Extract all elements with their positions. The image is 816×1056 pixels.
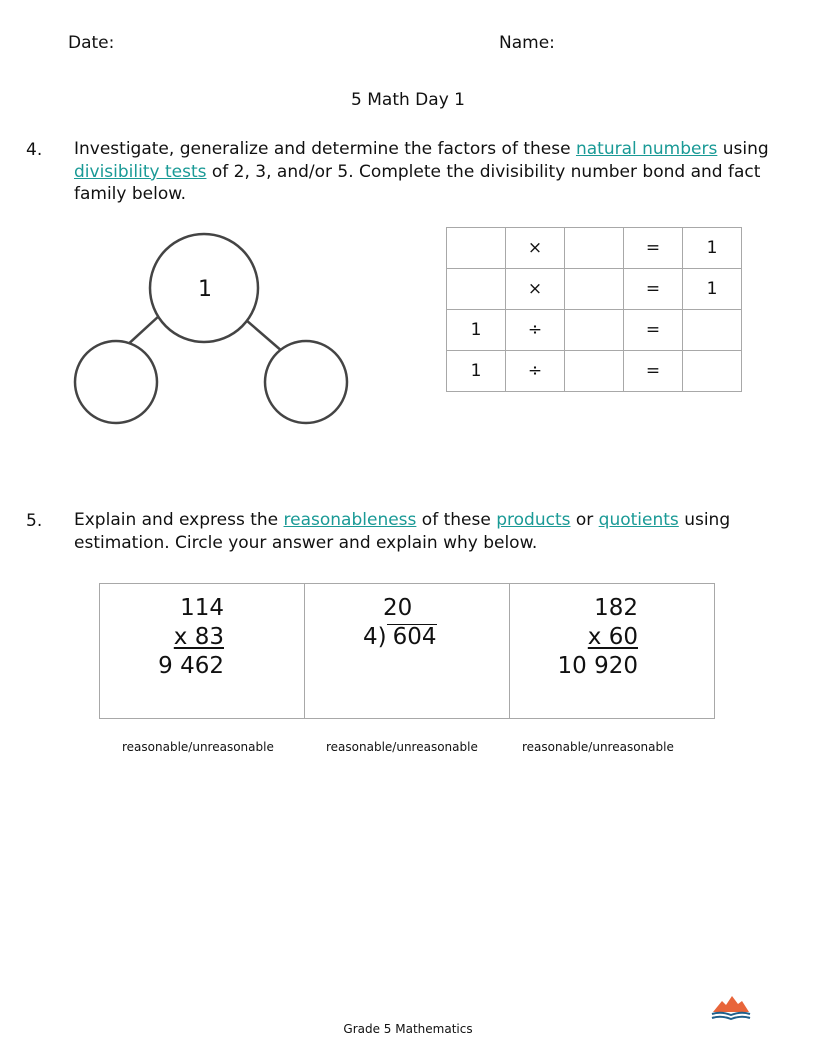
fact-family-cell: ÷ bbox=[506, 351, 565, 392]
problem-1-top: 114 bbox=[180, 595, 224, 621]
problem-1-cell bbox=[100, 584, 305, 719]
fact-family-row bbox=[447, 310, 742, 351]
fact-family-cell: × bbox=[506, 269, 565, 310]
problem-3-product: 10 920 bbox=[557, 653, 638, 679]
page-footer: Grade 5 Mathematics bbox=[343, 1022, 473, 1036]
q5-text-part: Explain and express the bbox=[74, 510, 284, 530]
multiplication-problem-3 bbox=[558, 594, 638, 681]
problem-2-divisor: 4) bbox=[363, 624, 387, 650]
fact-family-cell[interactable] bbox=[447, 228, 506, 269]
fact-family-cell[interactable] bbox=[447, 269, 506, 310]
reasonable-choice-1[interactable]: reasonable/unreasonable bbox=[122, 740, 274, 754]
fact-family-cell: 1 bbox=[447, 310, 506, 351]
problem-2-dividend: 604 bbox=[387, 624, 437, 649]
fact-family-cell: = bbox=[624, 228, 683, 269]
bond-part-left-circle[interactable] bbox=[75, 341, 157, 423]
fact-family-cell: 1 bbox=[683, 269, 742, 310]
fact-family-cell: ÷ bbox=[506, 310, 565, 351]
estimation-problems-table bbox=[99, 583, 715, 719]
fact-family-cell: × bbox=[506, 228, 565, 269]
natural-numbers-link[interactable]: natural numbers bbox=[575, 139, 718, 159]
divisibility-tests-link[interactable]: divisibility tests bbox=[74, 161, 207, 182]
fact-family-row bbox=[447, 228, 742, 269]
fact-family-cell[interactable] bbox=[565, 310, 624, 351]
bond-whole-value: 1 bbox=[198, 277, 212, 302]
question-4-text bbox=[74, 138, 804, 206]
logo-mountains bbox=[713, 996, 749, 1012]
multiplication-problem-1 bbox=[158, 594, 224, 681]
q4-text-part: of 2, 3, and/or 5. Complete the divisibility number bond and fact family below. bbox=[74, 161, 761, 204]
fact-family-cell: = bbox=[624, 310, 683, 351]
problem-3-top: 182 bbox=[594, 595, 638, 621]
question-5-number: 5. bbox=[26, 511, 43, 531]
fact-family-cell: = bbox=[624, 351, 683, 392]
fact-family-cell: 1 bbox=[683, 228, 742, 269]
reasonable-choice-3[interactable]: reasonable/unreasonable bbox=[522, 740, 674, 754]
fact-family-cell[interactable] bbox=[565, 228, 624, 269]
fact-family-cell[interactable] bbox=[565, 351, 624, 392]
fact-family-cell: = bbox=[624, 269, 683, 310]
q4-text-part: using bbox=[717, 139, 769, 159]
bond-right-connector bbox=[246, 320, 283, 352]
problem-2-quotient: 20 bbox=[383, 595, 413, 621]
q5-text-part: of these bbox=[416, 510, 497, 530]
fact-family-cell: 1 bbox=[447, 351, 506, 392]
problem-3-cell bbox=[510, 584, 715, 719]
number-bond-diagram bbox=[60, 225, 360, 425]
name-label: Name: bbox=[499, 33, 555, 53]
fact-family-row bbox=[447, 269, 742, 310]
fact-family-table bbox=[446, 227, 742, 392]
problem-1-multiplier: x 83 bbox=[173, 624, 224, 650]
problem-1-product: 9 462 bbox=[158, 653, 224, 679]
quotients-link[interactable]: quotients bbox=[598, 510, 679, 530]
fact-family-cell[interactable] bbox=[565, 269, 624, 310]
question-5-text bbox=[74, 509, 804, 554]
logo-book-line-2 bbox=[712, 1017, 750, 1019]
q5-text-part: using estimation. Circle your answer and explain why below. bbox=[74, 510, 731, 553]
division-problem bbox=[363, 594, 437, 652]
fact-family-cell[interactable] bbox=[683, 310, 742, 351]
q5-text-part: or bbox=[570, 510, 599, 530]
problem-2-cell bbox=[305, 584, 510, 719]
date-label: Date: bbox=[68, 33, 115, 53]
fact-family-row bbox=[447, 351, 742, 392]
reasonableness-link[interactable]: reasonableness bbox=[283, 510, 417, 530]
logo-book-line-1 bbox=[712, 1013, 750, 1015]
fact-family-cell[interactable] bbox=[683, 351, 742, 392]
reasonable-choice-2[interactable]: reasonable/unreasonable bbox=[326, 740, 478, 754]
bond-part-right-circle[interactable] bbox=[265, 341, 347, 423]
question-4-number: 4. bbox=[26, 140, 43, 160]
mountain-book-logo-icon bbox=[710, 992, 752, 1022]
page-title: 5 Math Day 1 bbox=[351, 90, 465, 110]
products-link[interactable]: products bbox=[496, 510, 571, 530]
q4-text-part: Investigate, generalize and determine the factors of these bbox=[74, 139, 576, 159]
problem-3-multiplier: x 60 bbox=[587, 624, 638, 650]
